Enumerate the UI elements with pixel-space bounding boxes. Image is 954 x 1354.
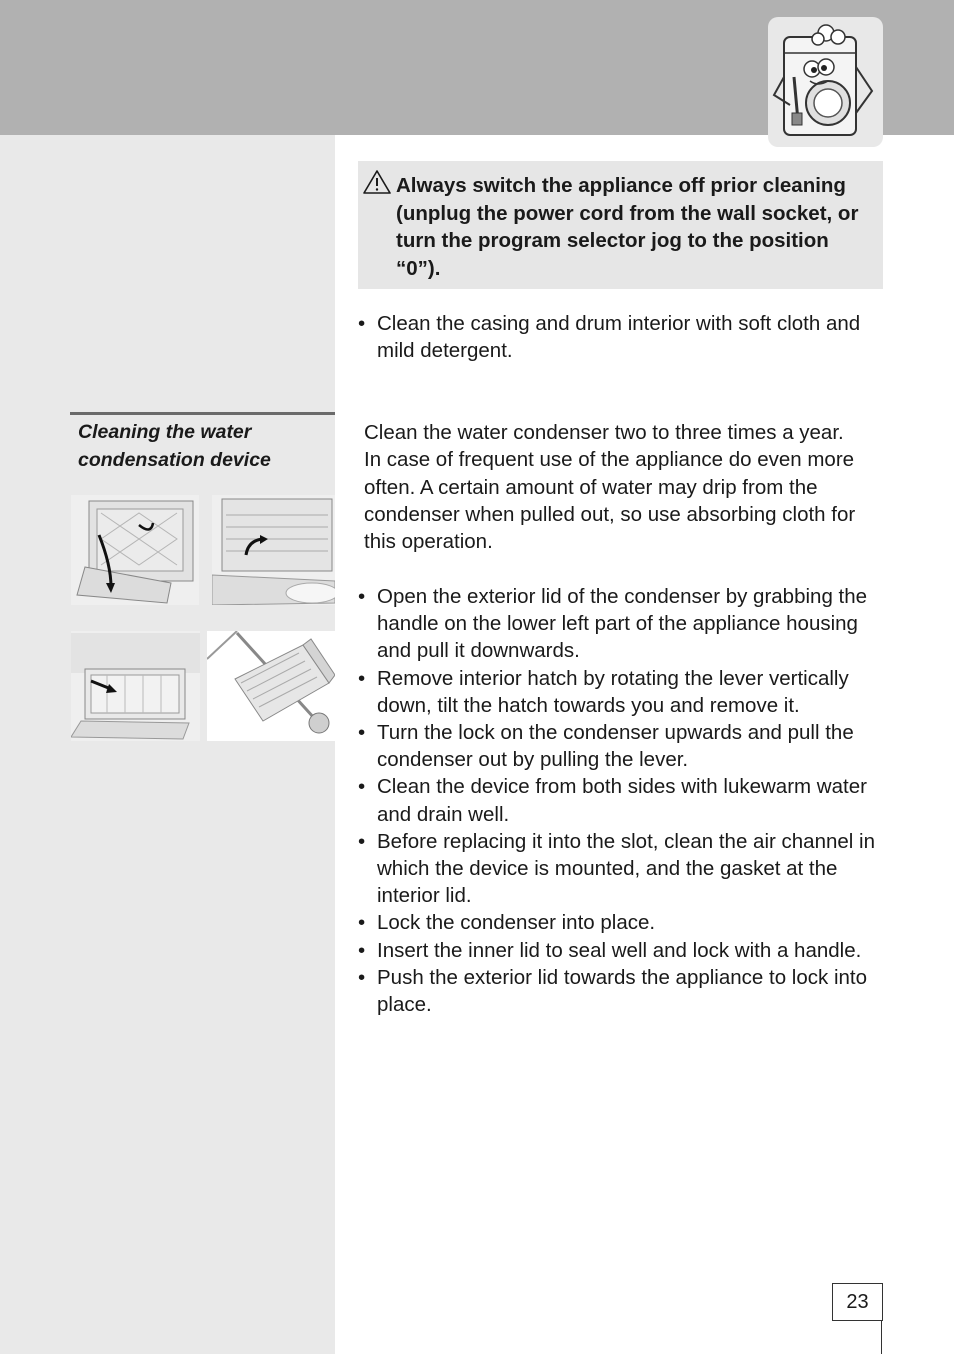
warning-text: Always switch the appliance off prior cleaning (unplug the power cord from the wall socket, or turn the program selector jog to the position “0”). xyxy=(396,174,859,280)
bullet-icon: • xyxy=(358,938,366,962)
bullet-icon: • xyxy=(358,829,366,853)
condenser-unit-illustration xyxy=(207,631,335,741)
bullet-icon: • xyxy=(358,666,366,690)
bullet-icon: • xyxy=(358,312,366,335)
list-item xyxy=(358,909,888,936)
list-item-text: Insert the inner lid to seal well and lock with a handle. xyxy=(377,938,862,962)
list-item-text: Remove interior hatch by rotating the lever vertically down, tilt the hatch towards you and remove it. xyxy=(377,666,849,717)
bullet-icon: • xyxy=(358,585,366,608)
bullet-icon: • xyxy=(358,775,366,799)
list-item xyxy=(358,583,888,665)
pull-out-condenser-illustration xyxy=(71,631,200,741)
list-item-text: Lock the condenser into place. xyxy=(377,911,656,935)
washing-machine-mascot-icon xyxy=(768,17,883,147)
condenser-steps-list xyxy=(358,583,888,1018)
warning-triangle-icon xyxy=(362,169,392,200)
list-item-text: Before replacing it into the slot, clean the air channel in which the device is mounted, and the gasket at the interior lid. xyxy=(377,829,875,908)
intro-paragraph: Clean the water condenser two to three times a year. In case of frequent use of the appliance do even more often. A certain amount of water may drip from the condenser when pulled out, so use absorbing cloth for this operation. xyxy=(364,421,856,554)
list-item xyxy=(358,964,888,1018)
list-item xyxy=(358,310,883,364)
left-column-background xyxy=(0,135,335,1354)
list-item-text: Push the exterior lid towards the appliance to lock into place. xyxy=(377,965,867,1017)
list-item xyxy=(358,665,888,719)
open-exterior-lid-illustration xyxy=(71,495,199,605)
section-divider xyxy=(70,412,335,415)
list-item xyxy=(358,828,888,910)
bullet-icon: • xyxy=(358,721,366,745)
list-item-text: Open the exterior lid of the condenser by grabbing the handle on the lower left part of the appliance housing and pull it downwards. xyxy=(377,585,868,663)
list-item-text: Clean the casing and drum interior with soft cloth and mild detergent. xyxy=(377,312,861,363)
warning-box xyxy=(358,161,883,289)
list-item xyxy=(358,719,888,773)
remove-interior-hatch-illustration xyxy=(212,495,335,605)
list-item xyxy=(358,937,888,964)
bullet-icon: • xyxy=(358,965,366,989)
page-number-rule xyxy=(881,1321,882,1354)
general-cleaning-list xyxy=(358,310,883,364)
list-item-text: Clean the device from both sides with lukewarm water and drain well. xyxy=(377,775,867,826)
bullet-icon: • xyxy=(358,911,366,935)
page-number: 23 xyxy=(832,1283,883,1321)
list-item xyxy=(358,773,888,827)
section-heading: Cleaning the water condensation device xyxy=(78,421,271,471)
list-item-text: Turn the lock on the condenser upwards and pull the condenser out by pulling the lever. xyxy=(377,721,854,772)
